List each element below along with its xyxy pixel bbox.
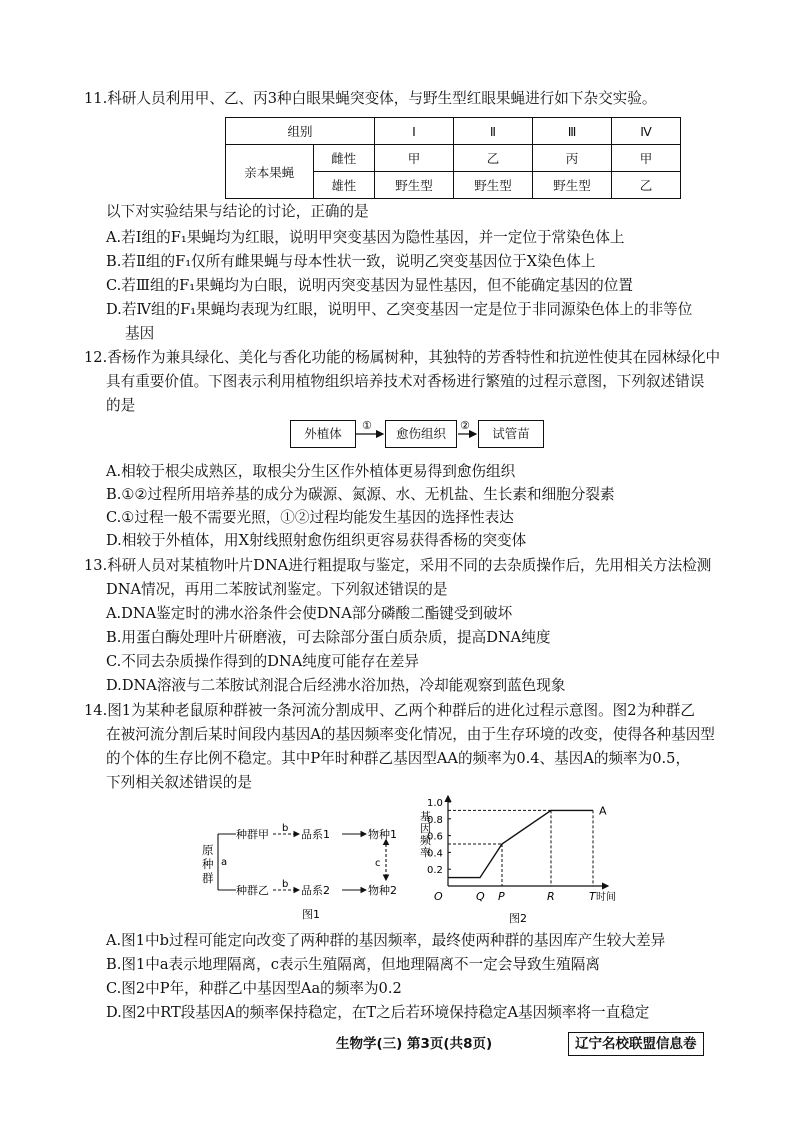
q12-option-a: A.相较于根尖成熟区，取根尖分生区作外植体更易得到愈伤组织 bbox=[106, 463, 516, 480]
table-row bbox=[226, 145, 681, 172]
y-tick-label: 0.2 bbox=[427, 865, 443, 877]
parent-label: 亲本果蝇 bbox=[226, 145, 314, 199]
q11-option-d-cont: 基因 bbox=[125, 325, 155, 342]
line-a-label: 品系1 bbox=[301, 828, 330, 841]
q12-flow-diagram bbox=[0, 418, 800, 454]
label-c: c bbox=[375, 858, 381, 869]
table-cell: 野生型 bbox=[375, 172, 454, 199]
q11-option-a: A.若Ⅰ组的F₁果蝇均为红眼，说明甲突变基因为隐性基因，并一定位于常染色体上 bbox=[106, 229, 625, 246]
q12-option-b: B.①②过程所用培养基的成分为碳源、氮源、水、无机盐、生长素和细胞分裂素 bbox=[106, 486, 615, 503]
q11-prompt: 以下对实验结果与结论的讨论，正确的是 bbox=[106, 203, 369, 220]
page-info: 生物学(三) 第3页(共8页) bbox=[336, 1036, 493, 1052]
q11-option-b: B.若Ⅱ组的F₁仅所有雌果蝇与母本性状一致，说明乙突变基因位于X染色体上 bbox=[106, 253, 596, 270]
q11-option-c: C.若Ⅲ组的F₁果蝇均为白眼，说明丙突变基因为显性基因，但不能确定基因的位置 bbox=[106, 277, 633, 294]
fig1-caption: 图1 bbox=[302, 908, 320, 921]
y-tick-label: 0.8 bbox=[427, 814, 443, 826]
species-b-label: 物种2 bbox=[368, 884, 397, 897]
flow-arrows bbox=[0, 418, 800, 454]
q12-stem-2: 具有重要价值。下图表示利用植物组织培养技术对香杨进行繁殖的过程示意图，下列叙述错误 bbox=[106, 373, 705, 390]
step-2-label: ② bbox=[460, 419, 470, 432]
table-row bbox=[226, 118, 681, 145]
label-b-bottom: b bbox=[282, 879, 289, 890]
pop-b-label: 种群乙 bbox=[236, 884, 269, 897]
league-badge: 辽宁名校联盟信息卷 bbox=[568, 1032, 704, 1056]
q14-stem-2: 在被河流分割后某时间段内基因A的基因频率变化情况，由于生存环境的改变，使得各种基因型 bbox=[106, 726, 715, 743]
fig2-curve-label: A bbox=[599, 804, 607, 818]
q14-stem-3: 的个体的生存比例不稳定。其中P年时种群乙基因型AA的频率为0.4、基因A的频率为0.5， bbox=[106, 750, 691, 767]
table-cell: 乙 bbox=[454, 145, 533, 172]
table-cell: 甲 bbox=[612, 145, 681, 172]
table-cell: 野生型 bbox=[454, 172, 533, 199]
table-header-group: 组别 bbox=[226, 118, 375, 145]
q12-stem-1: 12.香杨作为兼具绿化、美化与香化功能的杨属树种，其独特的芳香特性和抗逆性使其在园林绿化中 bbox=[84, 349, 721, 366]
q14-stem-4: 下列相关叙述错误的是 bbox=[106, 774, 252, 791]
q13-stem-2: DNA情况，再用二苯胺试剂鉴定。下列叙述错误的是 bbox=[106, 581, 448, 598]
q14-stem-1: 14.图1为某种老鼠原种群被一条河流分割成甲、乙两个种群后的进化过程示意图。图2为种群乙 bbox=[84, 702, 695, 719]
label-b-top: b bbox=[282, 823, 289, 834]
q11-cross-table bbox=[225, 117, 681, 199]
origin-char-3: 群 bbox=[202, 871, 214, 885]
male-label: 雄性 bbox=[313, 172, 374, 199]
table-cell: 乙 bbox=[612, 172, 681, 199]
pop-a-label: 种群甲 bbox=[236, 828, 269, 841]
q13-option-d: D.DNA溶液与二苯胺试剂混合后经沸水浴加热，冷却能观察到蓝色现象 bbox=[106, 677, 566, 694]
q13-option-a: A.DNA鉴定时的沸水浴条件会使DNA部分磷酸二酯键受到破坏 bbox=[106, 605, 513, 622]
x-tick-label: Q bbox=[476, 890, 485, 903]
fig2-guides bbox=[448, 810, 593, 886]
q14-option-d: D.图2中RT段基因A的频率保持稳定，在T之后若环境保持稳定A基因频率将一直稳定 bbox=[106, 1004, 650, 1021]
explant-box: 外植体 bbox=[290, 420, 356, 448]
q12-option-c: C.①过程一般不需要光照，①②过程均能发生基因的选择性表达 bbox=[106, 509, 514, 526]
q11-option-d: D.若Ⅳ组的F₁果蝇均表现为红眼，说明甲、乙突变基因一定是位于非同源染色体上的非等位 bbox=[106, 301, 693, 318]
line-b-label: 品系2 bbox=[301, 884, 330, 897]
q11-stem: 11.科研人员利用甲、乙、丙3种白眼果蝇突变体，与野生型红眼果蝇进行如下杂交实验。 bbox=[84, 90, 657, 107]
y-tick-label: 0.6 bbox=[427, 831, 443, 843]
x-tick-label: O bbox=[434, 890, 443, 903]
fig2-ylabel-3: 因 bbox=[420, 822, 431, 835]
q12-option-d: D.相较于外植体，用X射线照射愈伤组织更容易获得香杨的突变体 bbox=[106, 532, 527, 549]
origin-char-2: 种 bbox=[202, 857, 214, 871]
x-tick-label: T bbox=[589, 890, 596, 903]
female-label: 雌性 bbox=[313, 145, 374, 172]
table-cell: 丙 bbox=[533, 145, 612, 172]
table-cell: 野生型 bbox=[533, 172, 612, 199]
label-a: a bbox=[221, 857, 228, 868]
y-tick-label: 1.0 bbox=[427, 798, 443, 809]
table-header-4: Ⅳ bbox=[612, 118, 681, 145]
q14-option-b: B.图1中a表示地理隔离，c表示生殖隔离，但地理隔离不一定会导致生殖隔离 bbox=[106, 956, 600, 973]
species-a-label: 物种1 bbox=[368, 828, 397, 841]
x-tick-label: P bbox=[498, 890, 505, 903]
q12-stem-3: 的是 bbox=[106, 397, 136, 414]
table-header-2: Ⅱ bbox=[454, 118, 533, 145]
x-tick-label: R bbox=[547, 890, 555, 903]
callus-box: 愈伤组织 bbox=[385, 420, 457, 448]
fig2-ylabel-4: 基 bbox=[420, 810, 431, 823]
y-tick-label: 0.4 bbox=[427, 848, 443, 860]
plantlet-box: 试管苗 bbox=[478, 420, 544, 448]
fig2-caption: 图2 bbox=[509, 912, 527, 925]
q14-option-a: A.图1中b过程可能定向改变了两种群的基因频率，最终使两种群的基因库产生较大差异 bbox=[106, 932, 666, 949]
fig2-ylabel-2: 频 bbox=[420, 834, 431, 847]
fig2-xlabel: 时间 bbox=[596, 892, 616, 903]
q13-stem-1: 13.科研人员对某植物叶片DNA进行粗提取与鉴定，采用不同的去杂质操作后，先用相关方法检测 bbox=[84, 557, 712, 574]
figure-2 bbox=[410, 794, 630, 936]
table-header-3: Ⅲ bbox=[533, 118, 612, 145]
q14-option-c: C.图2中P年，种群乙中基因型Aa的频率为0.2 bbox=[106, 980, 402, 997]
step-1-label: ① bbox=[362, 419, 372, 432]
table-cell: 甲 bbox=[375, 145, 454, 172]
origin-char-1: 原 bbox=[202, 843, 214, 857]
q13-option-b: B.用蛋白酶处理叶片研磨液，可去除部分蛋白质杂质，提高DNA纯度 bbox=[106, 629, 551, 646]
fig2-ylabel-1: 率 bbox=[420, 846, 431, 859]
table-header-1: Ⅰ bbox=[375, 118, 454, 145]
fig2-x-ticks bbox=[434, 890, 616, 903]
q13-option-c: C.不同去杂质操作得到的DNA纯度可能存在差异 bbox=[106, 653, 419, 670]
